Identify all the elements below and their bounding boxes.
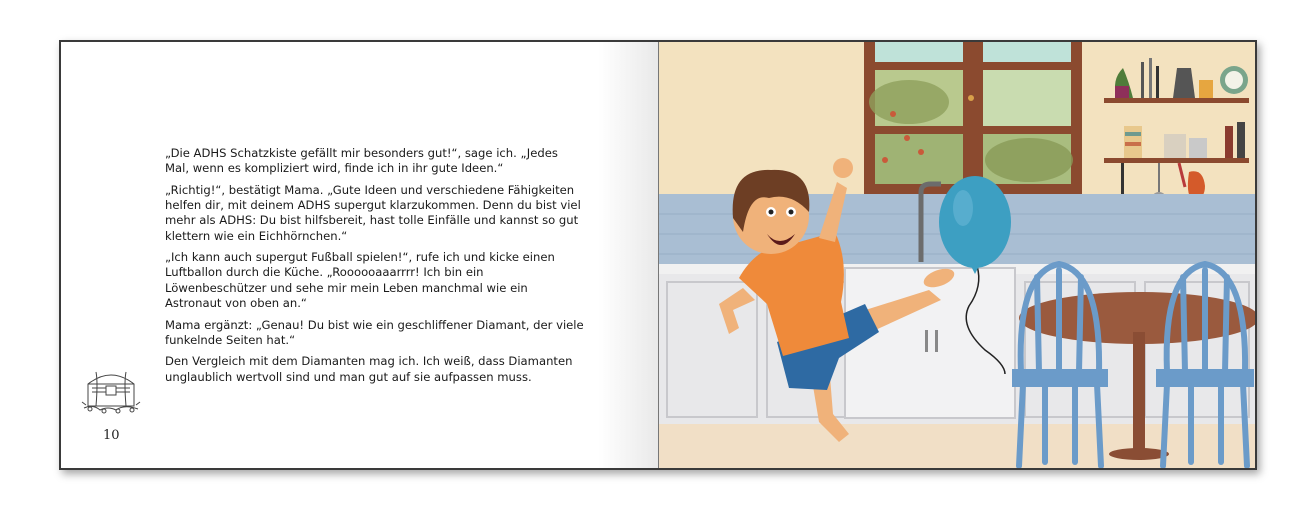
left-page (61, 42, 659, 468)
paragraph-4: Mama ergänzt: „Genau! Du bist wie ein geschliffener Diamant, der viele funkelnde Seiten hat.“ (165, 317, 584, 347)
treasure-chest-icon (78, 362, 144, 418)
page-number: 10 (103, 428, 120, 443)
right-page-illustration (659, 42, 1255, 468)
paragraph-1: „Die ADHS Schatzkiste gefällt mir besonders gut!“, sage ich. „Jedes Mal, wenn es kompliziert wird, finde ich in ihr gute Ideen.“ (165, 146, 558, 176)
paragraph-5: Den Vergleich mit dem Diamanten mag ich. Ich weiß, dass Diamanten unglaublich wertvoll sind und man gut auf sie aufpassen muss. (165, 354, 573, 384)
paragraph-2: „Richtig!“, bestätigt Mama. „Gute Ideen und verschiedene Fähigkeiten helfen dir, mit deinem ADHS supergut klarzukommen. Denn du bist viel mehr als ADHS: Du bist hilfsbereit, hast tolle Einfälle und kannst so gut klettern wie ein Eichhörnchen.“ (165, 182, 581, 243)
paragraph-3: „Ich kann auch supergut Fußball spielen!“, rufe ich und kicke einen Luftballon durch die Küche. „Roooooaaarrrr! Ich bin ein Löwenbeschützer und sehe mir mein Leben manchmal wie ein Astronaut von oben an.“ (165, 250, 555, 310)
book-spread (59, 40, 1257, 470)
kitchen-window (864, 42, 1082, 194)
story-text (165, 146, 585, 391)
